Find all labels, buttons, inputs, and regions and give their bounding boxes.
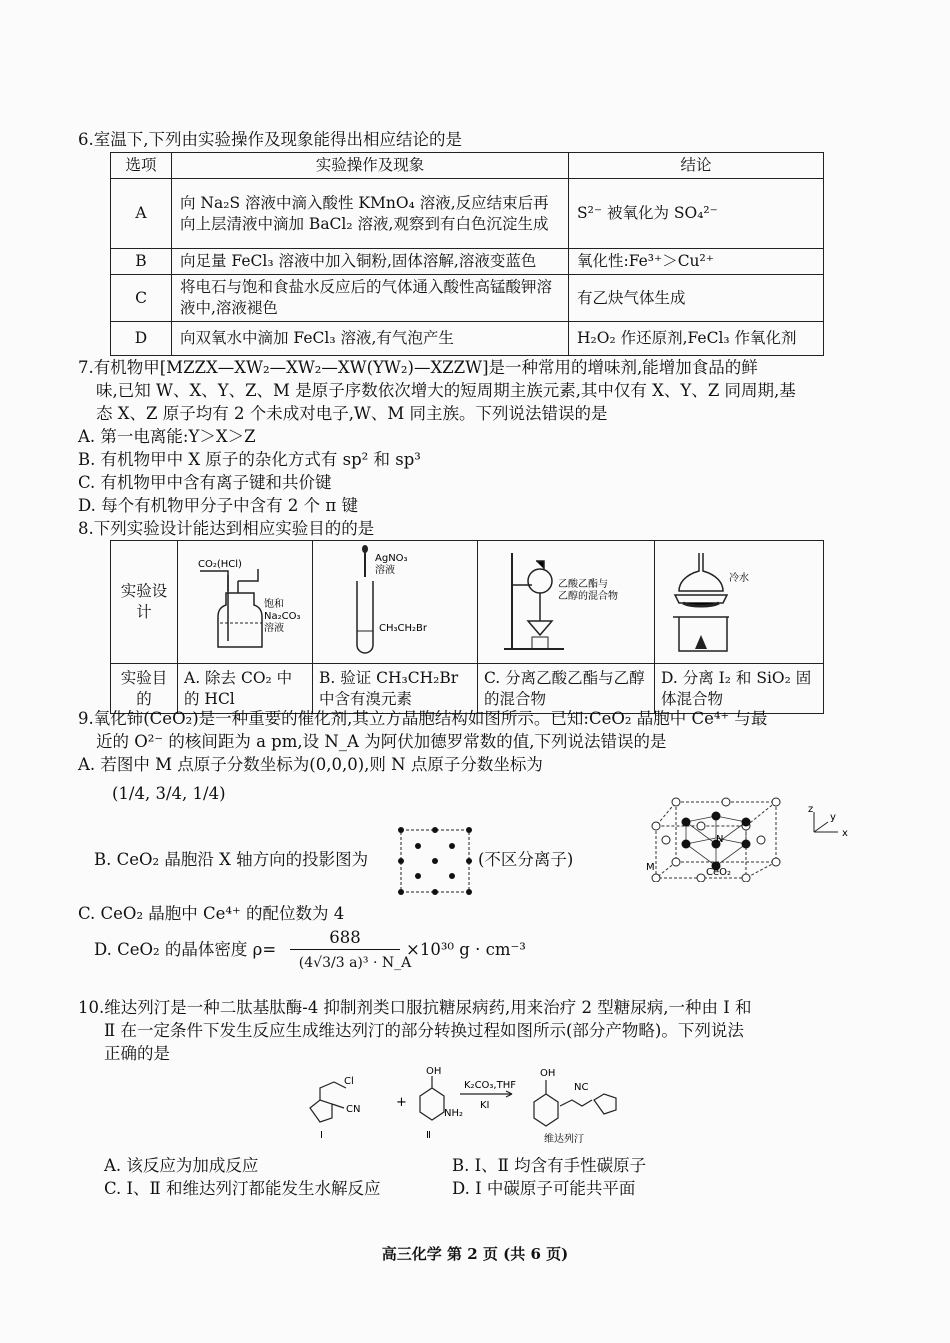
question-6 [78,128,868,151]
rxn-label-compound-i: Ⅰ [320,1130,323,1141]
rxn-label-cl: Cl [344,1076,354,1087]
q7-option-a: A. 第一电离能:Y＞X＞Z [78,427,256,446]
q6-header-option: 选项 [111,153,172,179]
separatory-funnel-figure [478,541,654,657]
cerium-oxide-unit-cell-figure [646,782,868,882]
q9-stem-line2: 近的 O²⁻ 的核间距为 a pm,设 N_A 为阿伏加德罗常数的值,下列说法错误的是 [96,732,667,751]
q10-option-b: B. Ⅰ、Ⅱ 均含有手性碳原子 [452,1156,647,1175]
q8-table [110,540,824,714]
axis-label-z: z [808,804,814,815]
q8-aim-d: D. 分离 I₂ 和 SiO₂ 固体混合物 [655,664,824,714]
q7-stem-line2: 味,已知 W、X、Y、Z、M 是原子序数依次增大的短周期主族元素,其中仅有 X、Y、Z 同周期,基 [96,381,796,400]
q9-option-b-post: (不区分离子) [478,850,574,869]
rxn-label-product: 维达列汀 [544,1134,584,1145]
q7-option-c: C. 有机物甲中含有离子键和共价键 [78,473,332,492]
rxn-label-cn: CN [346,1104,361,1115]
rxn-label-nc: NC [574,1082,589,1093]
cell-label-formula: CeO₂ [706,867,732,878]
cell-label-m: M [646,862,655,873]
q6-row-b-opt: B [111,249,172,275]
q6-header-operation: 实验操作及现象 [172,153,569,179]
q8-aim-a: A. 除去 CO₂ 中的 HCl [178,664,313,714]
fig-d-label-0: 冷水 [729,573,749,584]
q10-stem-line3: 正确的是 [104,1044,170,1063]
cell-label-n: N [716,834,724,845]
sublimation-figure [655,541,815,657]
rxn-label-oh-ii: OH [426,1066,442,1077]
q10-option-d: D. Ⅰ 中碳原子可能共平面 [452,1179,636,1198]
q6-stem: 6.室温下,下列由实验操作及现象能得出相应结论的是 [78,130,462,149]
q6-row-c-opt: C [111,275,172,322]
q9-option-c: C. CeO₂ 晶胞中 Ce⁴⁺ 的配位数为 4 [78,904,345,923]
q6-row-c-con: 有乙炔气体生成 [569,275,824,322]
q6-table [110,152,824,356]
q6-row-b-op: 向足量 FeCl₃ 溶液中加入铜粉,固体溶解,溶液变蓝色 [172,249,569,275]
q8-apparatus-a [178,541,313,664]
q8-design-label: 实验设计 [111,541,178,664]
q6-row-c-op: 将电石与饱和食盐水反应后的气体通入酸性高锰酸钾溶液中,溶液褪色 [172,275,569,322]
q9-option-c-wrap [78,902,868,925]
fig-b-label-0: AgNO₃ [375,553,408,564]
reaction-scheme-figure [300,1066,630,1146]
q8-aim-c: C. 分离乙酸乙酯与乙醇的混合物 [478,664,655,714]
q9-option-d-wrap [78,926,868,986]
fig-a-label-gas: CO₂(HCl) [198,559,242,570]
fig-c-label-0: 乙酸乙酯与 [558,579,608,590]
question-7 [78,356,868,517]
fig-c-label-1: 乙醇的混合物 [558,591,618,602]
q8-apparatus-c [478,541,655,664]
rxn-label-catalyst: KI [480,1100,490,1111]
projection-figure [396,826,476,896]
q6-row-a-con: S²⁻ 被氧化为 SO₄²⁻ [569,179,824,249]
q7-stem-line1: 7.有机物甲[MZZX—XW₂—XW₂—XW(YW₂)—XZZW]是一种常用的增味剂,能增加食品的鲜 [78,358,758,377]
q9-option-b-post-wrap [478,848,618,871]
fig-b-label-2: CH₃CH₂Br [379,623,427,634]
q7-option-b: B. 有机物甲中 X 原子的杂化方式有 sp² 和 sp³ [78,450,421,469]
q9-option-b-pre: B. CeO₂ 晶胞沿 X 轴方向的投影图为 [94,850,369,869]
q10-stem-line2: Ⅱ 在一定条件下发生反应生成维达列汀的部分转换过程如图所示(部分产物略)。下列说法 [104,1021,744,1040]
rxn-label-oh-product: OH [540,1068,556,1079]
page-footer: 高三化学 第 2 页 (共 6 页) [381,1245,569,1263]
q9-option-d-pre: D. CeO₂ 的晶体密度 ρ= [94,940,277,959]
q6-header-conclusion: 结论 [569,153,824,179]
q9-option-d-denominator: (4√3/3 a)³ · N_A [298,955,412,971]
question-10 [78,996,868,1065]
test-tube-figure [313,541,477,657]
q10-option-a: A. 该反应为加成反应 [104,1156,259,1175]
q6-row-b-con: 氧化性:Fe³⁺＞Cu²⁺ [569,249,824,275]
q9-stem-line1: 9.氧化铈(CeO₂)是一种重要的催化剂,其立方晶胞结构如图所示。已知:CeO₂ 晶胞中 Ce⁴⁺ 与最 [78,709,768,728]
rxn-label-reagent: K₂CO₃,THF [464,1080,516,1091]
gas-washing-bottle-figure [178,541,312,657]
q6-row-a-op: 向 Na₂S 溶液中滴入酸性 KMnO₄ 溶液,反应结束后再向上层清液中滴加 BaCl₂ 溶液,观察到有白色沉淀生成 [172,179,569,249]
q9-option-a-line1: A. 若图中 M 点原子分数坐标为(0,0,0),则 N 点原子分数坐标为 [78,755,543,774]
q10-option-c: C. Ⅰ、Ⅱ 和维达列汀都能发生水解反应 [104,1179,381,1198]
rxn-label-nh2: NH₂ [444,1108,464,1119]
fig-b-label-1: 溶液 [375,565,395,576]
q7-option-d: D. 每个有机物甲分子中含有 2 个 π 键 [78,496,358,515]
fig-a-label-1: 饱和 [264,599,284,610]
q8-aim-b: B. 验证 CH₃CH₂Br 中含有溴元素 [313,664,478,714]
q9-option-d-post: ×10³⁰ g · cm⁻³ [406,940,526,959]
q7-stem-line3: 态 X、Z 原子均有 2 个未成对电子,W、M 同主族。下列说法错误的是 [96,404,608,423]
fig-a-label-2: Na₂CO₃ [264,611,301,622]
q8-aim-label: 实验目的 [111,664,178,714]
question-8 [78,517,868,540]
q8-apparatus-d [655,541,824,664]
q6-row-a-opt: A [111,179,172,249]
q9-option-d-numerator: 688 [290,926,400,950]
axis-label-x: x [842,828,848,839]
q8-stem: 8.下列实验设计能达到相应实验目的的是 [78,519,375,538]
q6-row-d-op: 向双氧水中滴加 FeCl₃ 溶液,有气泡产生 [172,322,569,356]
q10-stem-line1: 10.维达列汀是一种二肽基肽酶-4 抑制剂类口服抗糖尿病药,用来治疗 2 型糖尿病,一种由 Ⅰ 和 [78,998,752,1017]
axis-label-y: y [830,812,836,823]
rxn-label-compound-ii: Ⅱ [426,1130,431,1141]
svg-text:+: + [396,1095,407,1110]
q6-row-d-opt: D [111,322,172,356]
fig-a-label-3: 溶液 [264,623,284,634]
q8-apparatus-b [313,541,478,664]
q9-option-a-line2: (1/4, 3/4, 1/4) [112,784,226,803]
q6-row-d-con: H₂O₂ 作还原剂,FeCl₃ 作氧化剂 [569,322,824,356]
